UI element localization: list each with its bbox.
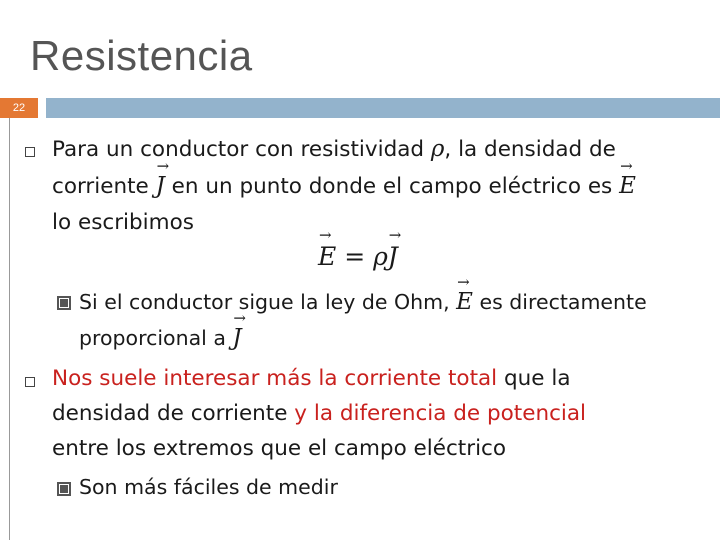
bullet-1-line-2 <box>52 173 636 199</box>
bullet-marker <box>25 377 35 387</box>
bullet-marker <box>25 147 35 157</box>
bullet-1-line-3 <box>52 210 194 235</box>
text-span: Si el conductor sigue la ley de Ohm, <box>79 290 457 314</box>
equals-sign: = <box>336 242 374 271</box>
text-span: que la <box>497 366 571 391</box>
ohm-equation <box>318 242 398 271</box>
rho-symbol: ρ <box>373 242 388 271</box>
slide-title: Resistencia <box>30 32 253 79</box>
vector-e: → E <box>619 173 636 199</box>
text-span: densidad de corriente <box>52 401 295 426</box>
vector-j: → J <box>388 242 398 271</box>
text-span: Para un conductor con resistividad <box>52 137 431 162</box>
bullet-2-line-2 <box>52 401 586 426</box>
bullet-2-line-3 <box>52 436 506 461</box>
bullet-2-line-1 <box>52 366 571 391</box>
sub-bullet-1-line-1 <box>79 289 647 315</box>
vector-e: → E <box>456 289 473 315</box>
sub-bullet-1-line-2 <box>79 325 242 351</box>
vector-j: → J <box>232 325 241 351</box>
highlight-text: Nos suele interesar más la corriente total <box>52 366 498 391</box>
highlight-text: y la diferencia de potencial <box>294 401 587 426</box>
text-span: corriente <box>52 174 156 199</box>
vector-e: → E <box>318 242 336 271</box>
bullet-1-line-1 <box>52 136 616 162</box>
sub-bullet-marker <box>57 296 71 310</box>
sub-bullet-marker <box>57 482 71 496</box>
left-divider <box>9 118 10 540</box>
rho-symbol: ρ <box>430 136 445 162</box>
text-span: lo escribimos <box>52 210 194 235</box>
text-span: , la densidad de <box>444 137 616 162</box>
text-span: proporcional a <box>79 326 233 350</box>
text-span: es directamente <box>472 290 647 314</box>
text-span: en un punto donde el campo eléctrico es <box>164 174 620 199</box>
sub-bullet-2-text: Son más fáciles de medir <box>79 475 338 499</box>
vector-j: → J <box>156 173 165 199</box>
header-bar <box>46 98 720 118</box>
slide-number: 22 <box>0 98 38 118</box>
text-span: entre los extremos que el campo eléctrico <box>52 436 507 461</box>
